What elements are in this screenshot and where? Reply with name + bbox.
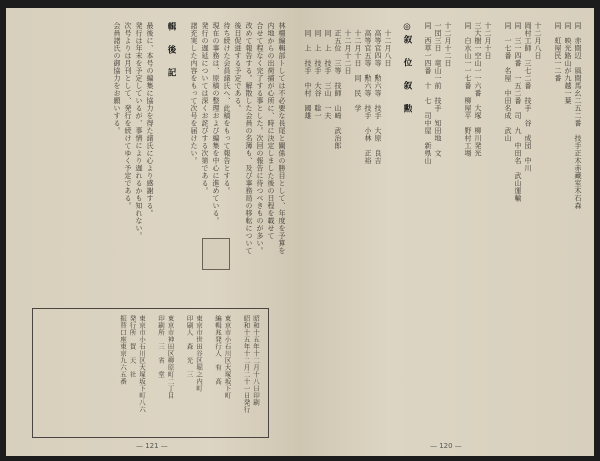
text-column bbox=[176, 315, 184, 431]
text-column bbox=[493, 22, 502, 422]
text-column: 印刷人 森 光 三 bbox=[185, 315, 194, 378]
text-column: 岡村工師 三七二番 技手 谷 成団 中川 bbox=[524, 22, 532, 172]
right-page bbox=[300, 8, 594, 456]
text-column: 印刷所 三 省 堂 bbox=[157, 315, 165, 378]
text-column: 十二月十日 同 民 学 bbox=[354, 22, 362, 112]
text-column: 改めて報告する。解散した会員の名簿も、及び事務局の移転について bbox=[245, 22, 253, 255]
text-column: 発行所 賀 天 社 bbox=[128, 315, 137, 378]
text-column: 後日促进する予定である。 bbox=[234, 22, 242, 112]
text-column: 同 赤間辺 風間馬幺二五二番 技手正木赤藏室木石森 bbox=[574, 22, 582, 210]
text-column: 高等官五等 勲六等 技手 小林 正裕 bbox=[364, 22, 372, 165]
text-column: 十二月十日 bbox=[484, 22, 492, 60]
text-column: 最後に、本号の編集に協力を得た諸氏に心より感謝する。 bbox=[146, 22, 154, 217]
text-column bbox=[543, 22, 552, 422]
text-column bbox=[156, 22, 165, 292]
text-column: 同 三一四番 一五二番 司 九 中田名 武山運輸 bbox=[514, 22, 522, 202]
text-column: 十二月八日 bbox=[534, 22, 542, 60]
text-column: 十二月十二日 bbox=[444, 22, 452, 67]
text-column bbox=[204, 315, 212, 431]
text-column: 同 虹屋民一二番 bbox=[554, 22, 562, 82]
text-column: 林橿編輯部トしては不必要な長尾と關係の勝目として、年度を予算を bbox=[278, 22, 286, 255]
text-column: 高等官四等 勲六等 技手 大原 良吉 bbox=[374, 22, 382, 165]
text-column: 同 一七番 名屋 中田名成 武山 bbox=[504, 22, 512, 142]
text-column: 三大樹一空山一一六番 大塚 柳川発光 bbox=[474, 22, 482, 157]
text-column: 輯 後 記 bbox=[166, 22, 176, 80]
text-column: 十二月八日 bbox=[384, 22, 392, 67]
text-column bbox=[178, 22, 187, 292]
seal-stamp-box bbox=[202, 238, 230, 270]
text-column: 同 白水山一一七番 柳屋平 野村工場 bbox=[464, 22, 472, 157]
text-column: 現在の事務は、原稿の整理および編集を中心に進めている。 bbox=[212, 22, 220, 225]
text-column: 会員諸氏の御協力をお願いする。 bbox=[113, 22, 121, 135]
text-column: 同 西草一四番 十 七 司中屋 新県山 bbox=[424, 22, 432, 165]
text-column bbox=[413, 22, 422, 422]
text-column: 東京市神田区柳原町二丁目 bbox=[166, 315, 175, 399]
text-column: 同 上 技手 大谷 聡一 bbox=[314, 22, 322, 120]
text-column: 振替口座東京九六五番 bbox=[119, 315, 127, 385]
text-column: 合せて程なく完了する事とした。次回の報告に待つべきものが多い。 bbox=[256, 22, 264, 255]
text-column: 内地からの出荷捕が心所に、時に決定しました後の日程を載せて bbox=[267, 22, 275, 240]
left-page-number: — 121 — bbox=[136, 442, 168, 450]
text-column bbox=[453, 22, 462, 422]
text-column: 東京市小石川区大塚坂下町八六 bbox=[138, 315, 146, 413]
text-column: 昭和十五年十二月二十一日発行 bbox=[242, 315, 251, 413]
text-column: 一団三日 竜山一前 技手 知田地 文 bbox=[434, 22, 442, 157]
text-column bbox=[393, 22, 402, 422]
text-column: 正五位 三等 技師 山崎 武治郎 bbox=[334, 22, 342, 150]
text-column: 待ち続けた会員諸氏へ、此稿をもって報告とする。 bbox=[223, 22, 231, 195]
colophon-box bbox=[32, 308, 269, 438]
text-column bbox=[147, 315, 155, 431]
text-column: 東京市小石川区大塚坂下町 bbox=[223, 315, 232, 399]
text-column bbox=[233, 315, 241, 431]
text-column: 十二月十二日 bbox=[344, 22, 352, 75]
text-column: 同 映光路山が九越一葉 bbox=[564, 22, 572, 105]
right-page-number: — 120 — bbox=[430, 442, 462, 450]
text-column: 同 上 技手 中村 國雄 bbox=[304, 22, 312, 120]
text-column: ◎叙 位 叙 勲 bbox=[402, 22, 412, 116]
text-column: 発行は年末を予定しているが、事情により遅れるかも知れない。 bbox=[135, 22, 143, 240]
text-column: 次号よりは月刊として、発行を続けてゆく予定である。 bbox=[124, 22, 132, 210]
left-page bbox=[6, 8, 300, 456]
text-column: 諸充実した内容をもって次号を届けたい。 bbox=[190, 22, 198, 165]
book-spread bbox=[6, 8, 594, 456]
text-column: 編輯兆発行人 有 高 bbox=[214, 315, 222, 385]
text-column: 発行の遅延については深くお詫びする次第である。 bbox=[201, 22, 209, 195]
text-column: 東京市世田谷区堀之内町 bbox=[195, 315, 203, 392]
text-column: 同 上 技手 三山 一夫 bbox=[324, 22, 332, 120]
text-column: 昭和十五年十二月十八日印刷 bbox=[252, 315, 260, 406]
